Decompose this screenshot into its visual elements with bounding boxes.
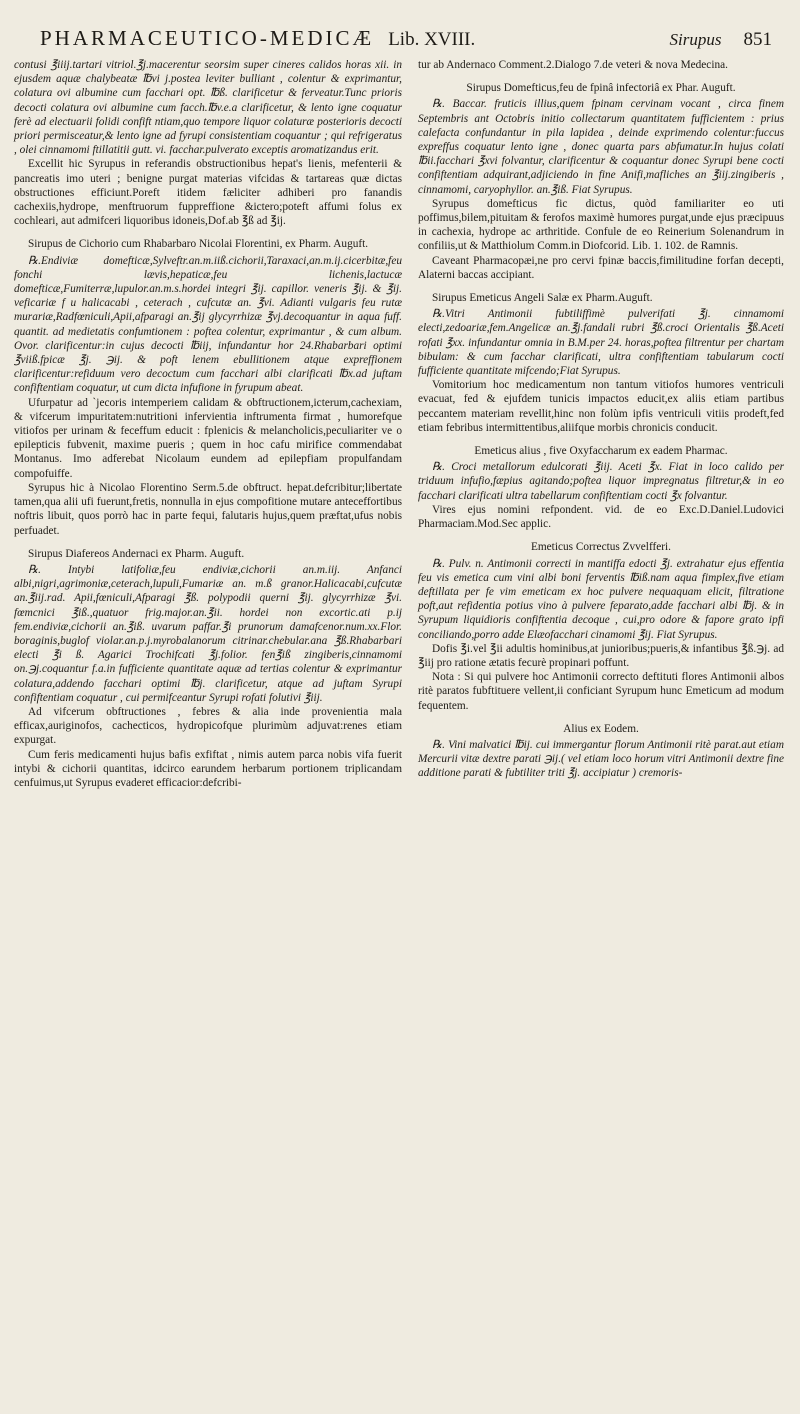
running-header <box>40 26 772 54</box>
page-number: 851 <box>743 29 772 50</box>
paragraph: Excellit hic Syrupus in referandis obstructionibus hepat's lienis, mefenterii & pancreatis imo uteri ; benigne purgat materias vifcidas & tartareas quæ dictas obstructiones efficiunt.Poreft itidem fæliciter adhiberi pro fanandis cachexiis,hydrope, menftruorum fuppreffione &ictero;poteft affumi folus ex cochleari, aut admifceri liquoribus idoneis,Dof.ab ℥ß ad ℥ij. <box>14 158 402 228</box>
recipe-heading: Sirupus de Cichorio cum Rhabarbaro Nicolai Florentini, ex Pharm. Auguft. <box>28 238 369 251</box>
recipe-heading: Sirupus Domefticus,feu de fpinâ infectoriâ ex Phar. Auguft. <box>466 82 736 95</box>
recipe-heading: Sirupus Diafereos Andernaci ex Pharm. Auguft. <box>28 547 245 560</box>
recipe-text: ℞.Vitri Antimonii fubtiliffimè pulverifati ℥j. cinnamomi electi,zedoariæ,fem.Angelicæ an.℥j.fandali rubri ℥ß.croci Orientalis ℥ß.Aceti rofati ℥xx. infundantur omnia in B.M.per 24. horas,poftea filtrentur per chartam bibulam: & cum facchar clarificati, ultra confiftentiam tabularum cocti fufficiente quantitate mifcendo;Fiat Syrupus. <box>418 308 784 378</box>
paragraph: Dofis ℥i.vel ℥ii adultis hominibus,at junioribus;pueris,& infantibus ℥ß.℈j. ad ℥iij pro ratione ætatis fecurè propinari poffunt. <box>418 642 784 669</box>
paragraph: Vires ejus nomini refpondent. vid. de eo Exc.D.Daniel.Ludovici Pharmaciam.Mod.Sec applic. <box>418 503 784 531</box>
book-number: Lib. XVIII. <box>388 29 476 50</box>
right-column <box>418 58 784 781</box>
recipe-heading: Sirupus Emeticus Angeli Salæ ex Pharm.Auguft. <box>432 292 653 305</box>
recipe-text: ℞. Croci metallorum edulcorati ℥iij. Aceti ℥x. Fiat in loco calido per triduum infufio,fæpius agitando;poftea liquor impregnatus filtretur,& in eo facchari clarificati ultra tabellarum confiftentiam cocti ℥x folvantur. <box>418 461 784 502</box>
left-column <box>14 58 402 790</box>
section-name: Sirupus <box>669 30 722 49</box>
recipe-heading: Alius ex Eodem. <box>563 722 639 735</box>
paragraph: contusi ℥iiij.tartari vitriol.℥j.macerentur seorsim super cineres calidos horas xii. in ejusdem aquæ chalybeatæ ℔vi j.postea leviter bulliant , colentur & exprimantur, colatura ovi albumine cum facchari opt. ℔ß. clarificetur & ferveatur.Tunc prioris decocti colatura ovi albumine cum facch.℔v.e.a clarificetur, & lento igne coquatur ferè ad electuarii folidi confift ntiam,quo tempore liquor colaturæ posterioris decocti priori permisceatur,& lento igne ad fyrupi consistentiam coquantur ; qui refrigeratus , olei cinnamomi ftillatitii gutt. vi. facchar.pulverato exceptis aromatizandus erit. <box>14 59 402 157</box>
recipe-text: ℞. Vini malvatici ℔ij. cui immergantur florum Antimonii ritè parat.aut etiam Mercurii vitæ dextre parati ℈ij.( vel etiam loco horum vitri Antimonii dextre fine additione parati & fubtiliter triti ℥j. accipiatur ) cremoris- <box>418 738 784 780</box>
paragraph: Cum feris medicamenti hujus bafis exfiftat , nimis autem parca nobis vifa fuerit intybi & cichorii quantitas, idcirco earundem herbarum portionem triplicandam cenfuimus,ut Syrupus evaderet efficacior:defcribi- <box>14 748 402 789</box>
paragraph: Caveant Pharmacopæi,ne pro cervi fpinæ baccis,fimilitudine forfan decepti, Alaterni baccas accipiant. <box>418 254 784 281</box>
recipe-heading: Emeticus alius , five Oxyfaccharum ex eadem Pharmac. <box>474 445 728 458</box>
paragraph: Syrupus domefticus fic dictus, quòd familiariter eo uti poffimus,bilem,pituitam & ferofos maximè humores purgat,unde ejus præcipuus in cachexia, hydrope ac arthritide. Confule de eo Reinerium Solenandrum in confiliis,ut & Matthiolum Comm.in Diofcorid. Lib. 1. 102. de Ramnis. <box>418 197 784 253</box>
paragraph: Ufurpatur ad `jecoris intemperiem calidam & obftructionem,icterum,cachexiam, & vifcerum impuritatem:nutritioni infervientia inftrumenta firmat , humorefque vitiofos per urinam & feceffum educit : fplenicis & melancholicis,peculiariter ve o epilepticis fubvenit, maxime pueris ; quem in hoc cafu mirifice commendabat Montanus. Imo adferebat Nicolaum eundem ad epilepfiam propulfandam compofuiffe. <box>14 396 402 480</box>
recipe-text: ℞.Endiviæ domefticæ,Sylveftr.an.m.iiß.cichorii,Taraxaci,an.m.ij.cicerbitæ,feu fonchi lævis,hepaticæ,feu lichenis,lactucæ domefticæ,Fumiterræ,lupulor.an.m.s.hordei integri ℥ij. capillor. veneris ℥ij. & ℥ij. veficariæ f u halicacabi , ceterach , cufcutæ an. ℥vi. Adianti vulgaris feu rutæ murariæ,Radfœniculi,Apii,afparagi an.℥ij glycyrrhizæ ℥vj.decoquantur in aqua fuff. quantit. ad medietatis confumtionem : poftea colentur, exprimantur , & cum album. Ovor. clarificentur:in cujus decocti ℔iij, infundantur hor 24.Rhabarbari optimi ℥viiß.fpicæ ℥j. ℈ij. & poft lenem ebullitionem atque expreffionem clarificentur:refiduum vero decoctum cum facchari albi clarificati ℔x.ad juftam confiftentiam coquatur, ut cum dicta infufione in fyrupum abeat. <box>14 254 402 395</box>
recipe-text: ℞. Intybi latifoliæ,feu endiviæ,cichorii an.m.iij. Anfanci albi,nigri,agrimoniæ,ceterach,lupuli,Fumariæ an. m.ß granor.Halicacabi,cufcutæ an.℥iij.rad. Apii,fœniculi,Afparagi ℥ß. polypodii querni ℥ij. glycyrrhizæ ℥vi. fœmcnici ℥iß.,quatuor frig.major.an.℥ii. hordei non excortic.ati p.ij fem.endiviæ,cichorii an.℥iß. uvarum paffar.℥i prunorum damafcenor.num.xx.Flor. boraginis,buglof violar.an.p.j.myrobalanorum citrinar.chebular.ana ℥ß.Rhabarbari electi ℥i ß. Agarici Trochifcati ℥j.folior. fen℥iß zingiberis,cinnamomi on.℈j.coquantur f.a.in fufficiente quantitate aquæ ad tertias colentur & exprimantur colatura,addendo facchari optimi ℔j. clarificetur, atque ad juftam Syrupi confiftentiam coquatur , cui permifceantur Syrupi rofati folutivi ℥iij. <box>14 563 402 704</box>
recipe-text: ℞. Baccar. fruticis illius,quem fpinam cervinam vocant , circa finem Septembris ant Octobris initio collectarum quantitatem fufficientem : prius calefacta confundantur in pila lapidea , deinde exprimendo colentur:fuccus expreffus coquatur lento igne , donec quarta pars abfumatur.In hujus colati ℔ii.facchari ℥xvi folvantur, clarificentur & coquantur donec Syrupi bene cocti confiftentiam adquirant,adjiciendo in fine Anifi,mafliches an ℥iij.zingiberis , cinnamomi, caryophyllor. an.℥iß. Fiat Syrupus. <box>418 98 784 196</box>
recipe-heading: Emeticus Correctus Zvvelfferi. <box>530 541 671 554</box>
recipe-text: ℞. Pulv. n. Antimonii correcti in mantiffa edocti ℥j. extrahatur ejus effentia feu vis emetica cum vini albi boni ferventis ℔iß.nam aqua fimplex,five etiam deftillata per fe vim emeticam ex hoc pulvere nequaquam elicit, filtratione poft,aut refidentia potius vino à pulvere feparato,adde facchari albi ℔j. & in Syrupum liquidioris confiftentia decoque , cui,pro odore & fapore grato ipfi conciliando,porro adde Elæofacchari cinamomi ℥ij. Fiat Syrupus. <box>418 557 784 641</box>
paragraph: Nota : Si qui pulvere hoc Antimonii correcto deftituti flores Antimonii albos ritè paratos fubftituere vellent,ii conficiant Syrupum hunc Emeticum ad modum fequentem. <box>418 671 784 712</box>
paragraph: Syrupus hic à Nicolao Florentino Serm.5.de obftruct. hepat.defcribitur;libertate tamen,qua alii ufi fuerunt,fretis, nonnulla in ejus compofitione mutare anteceffortibus noftris libuit, quos porrò hac in parte fequi, falutaris hujus,quem præftat,ufus nobis perfuadet. <box>14 481 402 537</box>
paragraph: tur ab Andernaco Comment.2.Dialogo 7.de veteri & nova Medecina. <box>418 59 728 71</box>
running-title: PHARMACEUTICO-MEDICÆ <box>40 26 375 50</box>
paragraph: Ad vifcerum obftructiones , febres & alia inde provenientia mala efficax,auriginofos, cachecticos, hydropicofque plurimùm adjuvat:renes etiam expurgat. <box>14 705 402 747</box>
paragraph: Vomitorium hoc medicamentum non tantum vitiofos humores ventriculi evacuat, fed & ejufdem tunicis impactos educit,ex aliis etiam partibus peccantem materiam revellit,hinc non folùm ipfis ventriculi vitiis prodeft,fed etiam febribus intermittentibus,aliifque morbis chronicis conducit. <box>418 379 784 434</box>
